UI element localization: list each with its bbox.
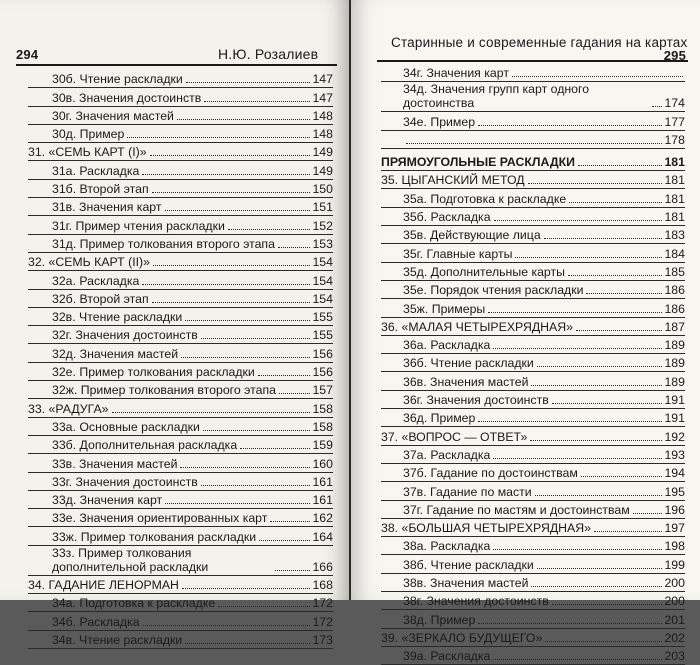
toc-subentry — [28, 631, 333, 649]
toc-page-number: 147 — [312, 90, 333, 105]
toc-page-number: 154 — [312, 255, 333, 270]
toc-subentry — [28, 216, 333, 234]
toc-subentry — [28, 271, 333, 289]
toc-page-number: 200 — [664, 594, 685, 609]
toc-dot-leader — [578, 165, 663, 166]
toc-entry-title: 39а. Раскладка — [403, 649, 491, 664]
toc-page-number: 152 — [312, 218, 333, 233]
toc-chapter-entry — [28, 399, 333, 417]
toc-subentry — [381, 446, 685, 464]
toc-page-number: 183 — [664, 228, 685, 243]
toc-subentry — [28, 381, 333, 399]
toc-subentry — [381, 574, 685, 592]
toc-subentry — [28, 454, 333, 472]
toc-entry-title: 35а. Подготовка к раскладке — [403, 191, 567, 206]
toc-dot-leader — [406, 143, 662, 144]
toc-entry-title: 35д. Дополнительные карты — [403, 264, 565, 279]
toc-page-number: 173 — [312, 632, 333, 647]
toc-dot-leader — [493, 659, 662, 660]
right-page — [351, 0, 700, 664]
toc-dot-leader — [201, 338, 311, 339]
toc-subentry — [28, 612, 333, 630]
toc-subentry — [28, 326, 333, 344]
toc-dot-leader — [152, 302, 311, 303]
toc-dot-leader — [180, 467, 310, 468]
toc-entry-title: 30д. Пример — [52, 127, 125, 142]
toc-subentry — [28, 344, 333, 362]
toc-entry-title: 31г. Пример чтения раскладки — [52, 218, 225, 233]
toc-entry-title: 31б. Второй этап — [52, 182, 149, 197]
toc-page-number: 153 — [312, 236, 333, 251]
toc-chapter-entry — [28, 143, 333, 161]
toc-page-number: 174 — [664, 96, 685, 111]
running-head-author: Н.Ю. Розалиев — [218, 46, 319, 62]
page-number: 294 — [16, 47, 39, 62]
toc-chapter-entry — [381, 427, 685, 445]
toc-subentry — [381, 64, 685, 82]
toc-page-number: 150 — [312, 182, 333, 197]
toc-page-number: 154 — [312, 291, 333, 306]
toc-entry-title: 35ж. Примеры — [403, 301, 486, 316]
toc-entry-title: 34г. Значения карт — [403, 66, 509, 81]
toc-page-number: 192 — [664, 429, 685, 444]
toc-dot-leader — [537, 366, 663, 367]
toc-entry-title: ПРЯМОУГОЛЬНЫЕ РАСКЛАДКИ — [381, 155, 575, 170]
toc-entry-title: 32е. Пример толкования раскладки — [52, 365, 255, 380]
toc-page-number: 191 — [664, 411, 685, 426]
toc-entry-title: 32б. Второй этап — [52, 291, 149, 306]
toc-subentry — [381, 592, 685, 610]
toc-entry-title: 34б. Раскладка — [52, 614, 140, 629]
toc-subentry — [381, 82, 685, 112]
toc-dot-leader — [150, 155, 311, 156]
toc-subentry — [28, 107, 333, 125]
toc-entry-title: 30г. Значения мастей — [52, 108, 174, 123]
toc-chapter-entry — [381, 629, 685, 647]
toc-entry-title: 32. «СЕМЬ КАРТ (II)» — [28, 255, 150, 270]
toc-subentry — [381, 501, 685, 519]
toc-page-number: 164 — [312, 529, 333, 544]
toc-entry-title: 37в. Гадание по масти — [403, 484, 532, 499]
toc-subentry — [381, 299, 685, 317]
toc-page-number: 154 — [312, 273, 333, 288]
toc-chapter-entry — [381, 171, 685, 189]
toc-dot-leader — [258, 375, 311, 376]
toc-dot-leader — [177, 119, 311, 120]
toc-dot-leader — [493, 348, 662, 349]
toc-page-number: 181 — [664, 155, 685, 170]
toc-page-number: 181 — [664, 210, 685, 225]
toc-dot-leader — [279, 393, 310, 394]
toc-dot-leader — [185, 320, 310, 321]
toc-subentry — [381, 354, 685, 372]
page-header — [16, 42, 337, 66]
toc-dot-leader — [275, 570, 310, 571]
toc-dot-leader — [259, 540, 310, 541]
toc-dot-leader — [493, 458, 662, 459]
toc-page-number: 195 — [664, 484, 685, 499]
toc-page-number: 181 — [664, 173, 685, 188]
toc-dot-leader — [478, 125, 662, 126]
toc-page-number: 161 — [312, 493, 333, 508]
toc-dot-leader — [478, 623, 662, 624]
table-of-contents — [381, 64, 685, 665]
toc-entry-title: 32ж. Пример толкования второго этапа — [52, 383, 276, 398]
toc-page-number: 159 — [312, 438, 333, 453]
toc-page-number: 172 — [312, 596, 333, 611]
toc-page-number: 149 — [312, 145, 333, 160]
toc-dot-leader — [185, 643, 310, 644]
toc-subentry — [381, 372, 685, 390]
toc-chapter-entry — [381, 318, 685, 336]
toc-entry-title: 32г. Значения достоинств — [52, 328, 198, 343]
toc-dot-leader — [545, 641, 662, 642]
toc-page-number: 193 — [664, 447, 685, 462]
toc-subentry — [381, 464, 685, 482]
toc-dot-leader — [270, 521, 310, 522]
toc-page-number: 197 — [664, 521, 685, 536]
toc-dot-leader — [181, 357, 310, 358]
toc-dot-leader — [535, 495, 663, 496]
toc-entry-title: 38д. Пример — [403, 612, 476, 627]
toc-entry-title: 38в. Значения мастей — [403, 576, 529, 591]
toc-dot-leader — [494, 220, 663, 221]
toc-page-number: 181 — [664, 191, 685, 206]
toc-entry-title: 37. «ВОПРОС — ОТВЕТ» — [381, 429, 528, 444]
toc-entry-title: 36. «МАЛАЯ ЧЕТЫРЕХРЯДНАЯ» — [381, 319, 573, 334]
toc-entry-title: 31в. Значения карт — [52, 200, 162, 215]
toc-dot-leader — [594, 531, 663, 532]
toc-subentry — [381, 647, 685, 665]
toc-dot-leader — [493, 549, 662, 550]
toc-dot-leader — [127, 137, 310, 138]
toc-dot-leader — [165, 210, 311, 211]
toc-dot-leader — [552, 403, 663, 404]
toc-page-number: 166 — [312, 559, 333, 574]
toc-dot-leader — [478, 421, 662, 422]
toc-dot-leader — [537, 568, 663, 569]
toc-chapter-entry — [28, 253, 333, 271]
toc-subentry — [28, 161, 333, 179]
toc-page-number: 156 — [312, 346, 333, 361]
toc-page-number: 194 — [664, 466, 685, 481]
toc-page-number: 186 — [664, 283, 685, 298]
toc-chapter-entry — [381, 153, 685, 171]
toc-page-number: 178 — [664, 132, 685, 147]
toc-page-number: 156 — [312, 365, 333, 380]
toc-dot-leader — [633, 513, 663, 514]
toc-entry-title: 30б. Чтение раскладки — [52, 72, 183, 87]
toc-entry-title: 34. ГАДАНИЕ ЛЕНОРМАН — [28, 578, 179, 593]
toc-subentry — [28, 418, 333, 436]
toc-entry-title: 33д. Значения карт — [52, 493, 163, 508]
toc-subentry — [28, 491, 333, 509]
toc-entry-title: 31а. Раскладка — [52, 163, 140, 178]
toc-dot-leader — [652, 106, 662, 107]
toc-page-number: 148 — [312, 108, 333, 123]
table-of-contents — [28, 70, 333, 649]
toc-entry-title: 33а. Основные раскладки — [52, 419, 200, 434]
toc-page-number: 162 — [312, 511, 333, 526]
toc-dot-leader — [142, 284, 310, 285]
toc-subentry — [381, 336, 685, 354]
toc-entry-title: 30в. Значения достоинств — [52, 90, 202, 105]
toc-dot-leader — [531, 385, 662, 386]
toc-subentry — [381, 244, 685, 262]
toc-dot-leader — [544, 238, 663, 239]
toc-dot-leader — [531, 586, 662, 587]
toc-dot-leader — [528, 183, 663, 184]
toc-subentry — [28, 509, 333, 527]
toc-entry-title: 36д. Пример — [403, 411, 476, 426]
toc-dot-leader — [569, 202, 662, 203]
toc-subentry — [28, 125, 333, 143]
toc-dot-leader — [203, 430, 311, 431]
toc-subentry — [28, 88, 333, 106]
toc-dot-leader — [515, 257, 662, 258]
toc-subentry — [28, 70, 333, 88]
toc-page-number: 187 — [664, 319, 685, 334]
toc-page-number: 185 — [664, 264, 685, 279]
toc-dot-leader — [586, 293, 662, 294]
toc-chapter-entry — [28, 576, 333, 594]
toc-dot-leader — [552, 604, 663, 605]
toc-entry-title: 34д. Значения групп карт одного достоинства — [403, 82, 590, 111]
toc-dot-leader — [186, 82, 311, 83]
toc-subentry — [381, 226, 685, 244]
toc-page-number: 148 — [312, 127, 333, 142]
toc-dot-leader — [576, 330, 662, 331]
toc-dot-leader — [218, 606, 310, 607]
toc-page-number: 149 — [312, 163, 333, 178]
toc-entry-title: 31. «СЕМЬ КАРТ (I)» — [28, 145, 147, 160]
toc-subentry — [28, 290, 333, 308]
toc-dot-leader — [228, 229, 311, 230]
toc-dot-leader — [488, 312, 662, 313]
toc-subentry — [381, 281, 685, 299]
toc-entry-title: 31д. Пример толкования второго этапа — [52, 236, 275, 251]
toc-page-number: 147 — [312, 72, 333, 87]
toc-dot-leader — [152, 192, 311, 193]
toc-entry-title: 32д. Значения мастей — [52, 346, 179, 361]
toc-entry-title: 36в. Значения мастей — [403, 374, 529, 389]
toc-entry-title: 34а. Подготовка к раскладке — [52, 596, 216, 611]
toc-page-number: 203 — [664, 649, 685, 664]
toc-subentry — [381, 189, 685, 207]
toc-dot-leader — [278, 247, 311, 248]
toc-dot-leader — [201, 485, 311, 486]
toc-page-number: 172 — [312, 614, 333, 629]
toc-page-number: 168 — [312, 578, 333, 593]
toc-entry-title: 32в. Чтение раскладки — [52, 310, 183, 325]
toc-entry-title: 35в. Действующие лица — [403, 228, 541, 243]
left-page — [0, 0, 349, 647]
toc-dot-leader — [153, 265, 311, 266]
toc-page-number: 200 — [664, 576, 685, 591]
toc-subentry — [381, 610, 685, 628]
toc-page-number: 151 — [312, 200, 333, 215]
toc-entry-title: 33г. Значения достоинств — [52, 474, 198, 489]
toc-entry-title: 33з. Пример толкования дополнительной раскладки — [52, 545, 209, 574]
toc-subentry — [28, 546, 333, 576]
toc-page-number: 155 — [312, 328, 333, 343]
toc-subentry — [28, 235, 333, 253]
toc-page-number: 161 — [312, 474, 333, 489]
toc-page-number: 160 — [312, 456, 333, 471]
toc-entry-title: 35е. Порядок чтения раскладки — [403, 283, 584, 298]
toc-subentry — [28, 594, 333, 612]
toc-page-number: 184 — [664, 246, 685, 261]
toc-subentry — [381, 112, 685, 130]
toc-subentry — [381, 131, 685, 149]
toc-page-number: 198 — [664, 539, 685, 554]
toc-dot-leader — [182, 588, 311, 589]
toc-subentry — [381, 409, 685, 427]
toc-entry-title: 35г. Главные карты — [403, 246, 513, 261]
toc-subentry — [28, 436, 333, 454]
toc-entry-title: 38. «БОЛЬШАЯ ЧЕТЫРЕХРЯДНАЯ» — [381, 521, 591, 536]
toc-dot-leader — [568, 275, 662, 276]
toc-page-number: 189 — [664, 338, 685, 353]
toc-entry-title: 36а. Раскладка — [403, 338, 491, 353]
toc-entry-title: 33е. Значения ориентированных карт — [52, 511, 268, 526]
toc-subentry — [28, 527, 333, 545]
toc-page-number: 191 — [664, 393, 685, 408]
toc-dot-leader — [204, 101, 310, 102]
toc-dot-leader — [512, 76, 683, 77]
toc-page-number: 177 — [664, 114, 685, 129]
toc-subentry — [381, 391, 685, 409]
toc-entry-title: 36г. Значения достоинств — [403, 393, 549, 408]
toc-dot-leader — [143, 625, 311, 626]
toc-chapter-entry — [381, 519, 685, 537]
toc-entry-title: 37а. Раскладка — [403, 447, 491, 462]
toc-page-number: 199 — [664, 557, 685, 572]
toc-page-number: 196 — [664, 502, 685, 517]
toc-entry-title: 35. ЦЫГАНСКИЙ МЕТОД — [381, 173, 525, 188]
toc-dot-leader — [165, 503, 310, 504]
toc-entry-title: 38а. Раскладка — [403, 539, 491, 554]
toc-entry-title: 33. «РАДУГА» — [28, 401, 109, 416]
toc-subentry — [381, 482, 685, 500]
toc-entry-title: 38г. Значения достоинств — [403, 594, 549, 609]
page-number: 295 — [663, 48, 686, 63]
toc-page-number: 189 — [664, 374, 685, 389]
toc-entry-title: 37г. Гадание по мастям и достоинствам — [403, 502, 630, 517]
toc-dot-leader — [530, 440, 662, 441]
toc-entry-title: 33ж. Пример толкования раскладки — [52, 529, 257, 544]
toc-page-number: 157 — [312, 383, 333, 398]
toc-page-number: 158 — [312, 419, 333, 434]
toc-subentry — [28, 473, 333, 491]
toc-entry-title: 33в. Значения мастей — [52, 456, 178, 471]
toc-dot-leader — [142, 174, 310, 175]
toc-entry-title: 36б. Чтение раскладки — [403, 356, 534, 371]
toc-entry-title: 33б. Дополнительная раскладка — [52, 438, 238, 453]
page-header — [377, 35, 688, 63]
toc-entry-title: 34в. Чтение раскладки — [52, 632, 183, 647]
toc-dot-leader — [581, 476, 663, 477]
toc-entry-title: 37б. Гадание по достоинствам — [403, 466, 578, 481]
toc-page-number: 155 — [312, 310, 333, 325]
toc-dot-leader — [240, 448, 310, 449]
toc-subentry — [28, 308, 333, 326]
toc-subentry — [381, 537, 685, 555]
toc-page-number: 202 — [664, 630, 685, 645]
toc-entry-title: 38б. Чтение раскладки — [403, 557, 534, 572]
toc-subentry — [28, 363, 333, 381]
toc-dot-leader — [112, 412, 311, 413]
toc-page-number: 186 — [664, 301, 685, 316]
running-head-title: Старинные и современные гадания на картах — [391, 35, 688, 50]
toc-page-number: 201 — [664, 612, 685, 627]
toc-entry-title: 35б. Раскладка — [403, 210, 491, 225]
toc-subentry — [381, 555, 685, 573]
toc-subentry — [381, 263, 685, 281]
toc-entry-title: 34е. Пример — [403, 114, 476, 129]
toc-page-number: 158 — [312, 401, 333, 416]
toc-subentry — [28, 180, 333, 198]
toc-subentry — [28, 198, 333, 216]
toc-page-number: 189 — [664, 356, 685, 371]
toc-entry-title: 32а. Раскладка — [52, 273, 140, 288]
toc-entry-title: 39. «ЗЕРКАЛО БУДУЩЕГО» — [381, 630, 543, 645]
toc-subentry — [381, 208, 685, 226]
